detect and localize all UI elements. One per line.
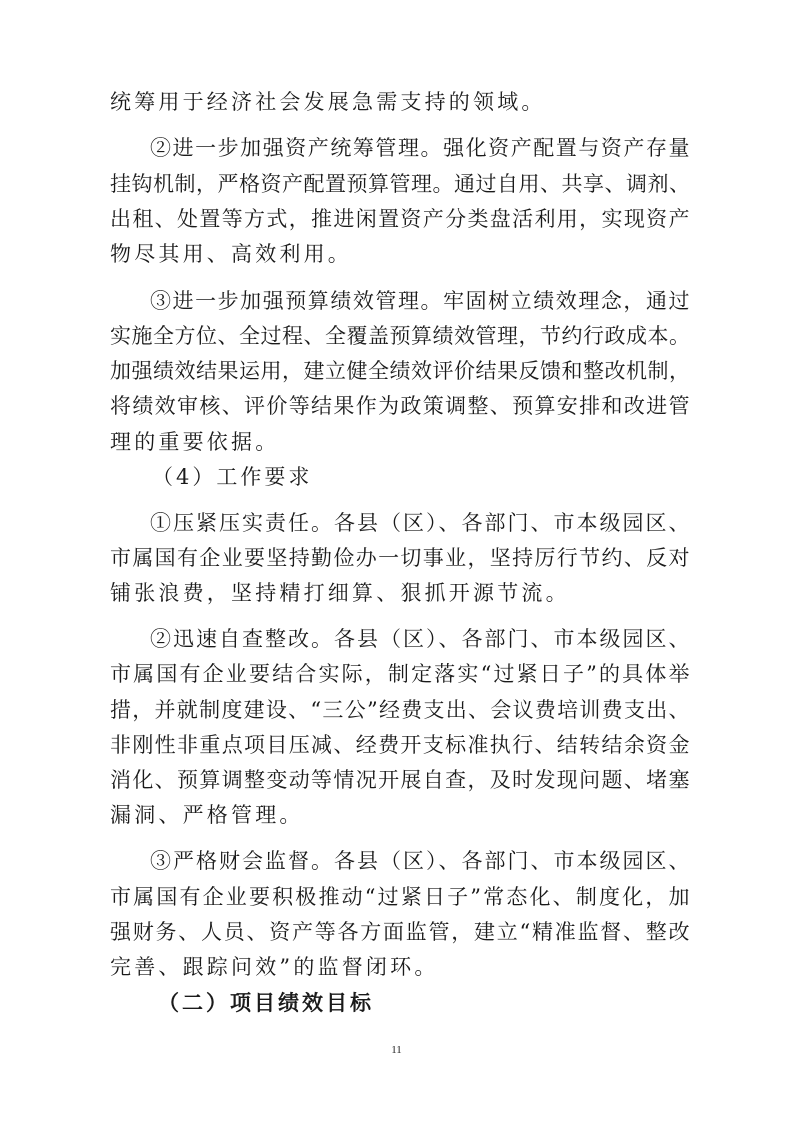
section-heading-project-goals: （二）项目绩效目标 <box>158 990 374 1015</box>
paragraph-line: ②进一步加强资产统筹管理。强化资产配置与资产存量 <box>150 136 690 160</box>
paragraph-line: ③严格财会监督。各县（区）、各部门、市本级园区、 <box>150 849 690 873</box>
page-number: 11 <box>391 1044 402 1056</box>
paragraph-line: ③进一步加强预算绩效管理。牢固树立绩效理念，通过 <box>150 289 690 313</box>
paragraph-line: ②迅速自查整改。各县（区）、各部门、市本级园区、 <box>150 627 690 651</box>
body-line: 铺张浪费，坚持精打细算、狠抓开源节流。 <box>110 581 570 605</box>
body-line: 加强绩效结果运用，建立健全绩效评价结果反馈和整改机制， <box>110 359 691 383</box>
body-line: 理的重要依据。 <box>110 430 280 454</box>
body-line: 出租、处置等方式，推进闲置资产分类盘活利用，实现资产 <box>110 207 690 231</box>
body-line: 强财务、人员、资产等各方面监管，建立“精准监督、整改 <box>110 920 690 944</box>
body-line: 完善、跟踪问效”的监督闭环。 <box>110 955 439 979</box>
body-line: 市属国有企业要积极推动“过紧日子”常态化、制度化，加 <box>110 885 690 909</box>
section-heading-work-requirements: （4）工作要求 <box>152 465 313 489</box>
body-line: 措，并就制度建设、“三公”经费支出、会议费培训费支出、 <box>110 698 690 722</box>
body-line: 漏洞、严格管理。 <box>110 803 304 827</box>
body-line: 物尽其用、高效利用。 <box>110 242 352 266</box>
body-line: 挂钩机制，严格资产配置预算管理。通过自用、共享、调剂、 <box>110 172 691 196</box>
body-line: 非刚性非重点项目压减、经费开支标准执行、结转结余资金 <box>110 733 690 757</box>
body-line: 统筹用于经济社会发展急需支持的领域。 <box>110 90 546 114</box>
body-line: 市属国有企业要结合实际，制定落实“过紧日子”的具体举 <box>110 662 690 686</box>
paragraph-line: ①压紧压实责任。各县（区）、各部门、市本级园区、 <box>150 511 690 535</box>
body-line: 将绩效审核、评价等结果作为政策调整、预算安排和改进管 <box>110 394 690 418</box>
body-line: 市属国有企业要坚持勤俭办一切事业，坚持厉行节约、反对 <box>110 546 690 570</box>
body-line: 消化、预算调整变动等情况开展自查，及时发现问题、堵塞 <box>110 768 690 792</box>
body-line: 实施全方位、全过程、全覆盖预算绩效管理，节约行政成本。 <box>110 324 691 348</box>
